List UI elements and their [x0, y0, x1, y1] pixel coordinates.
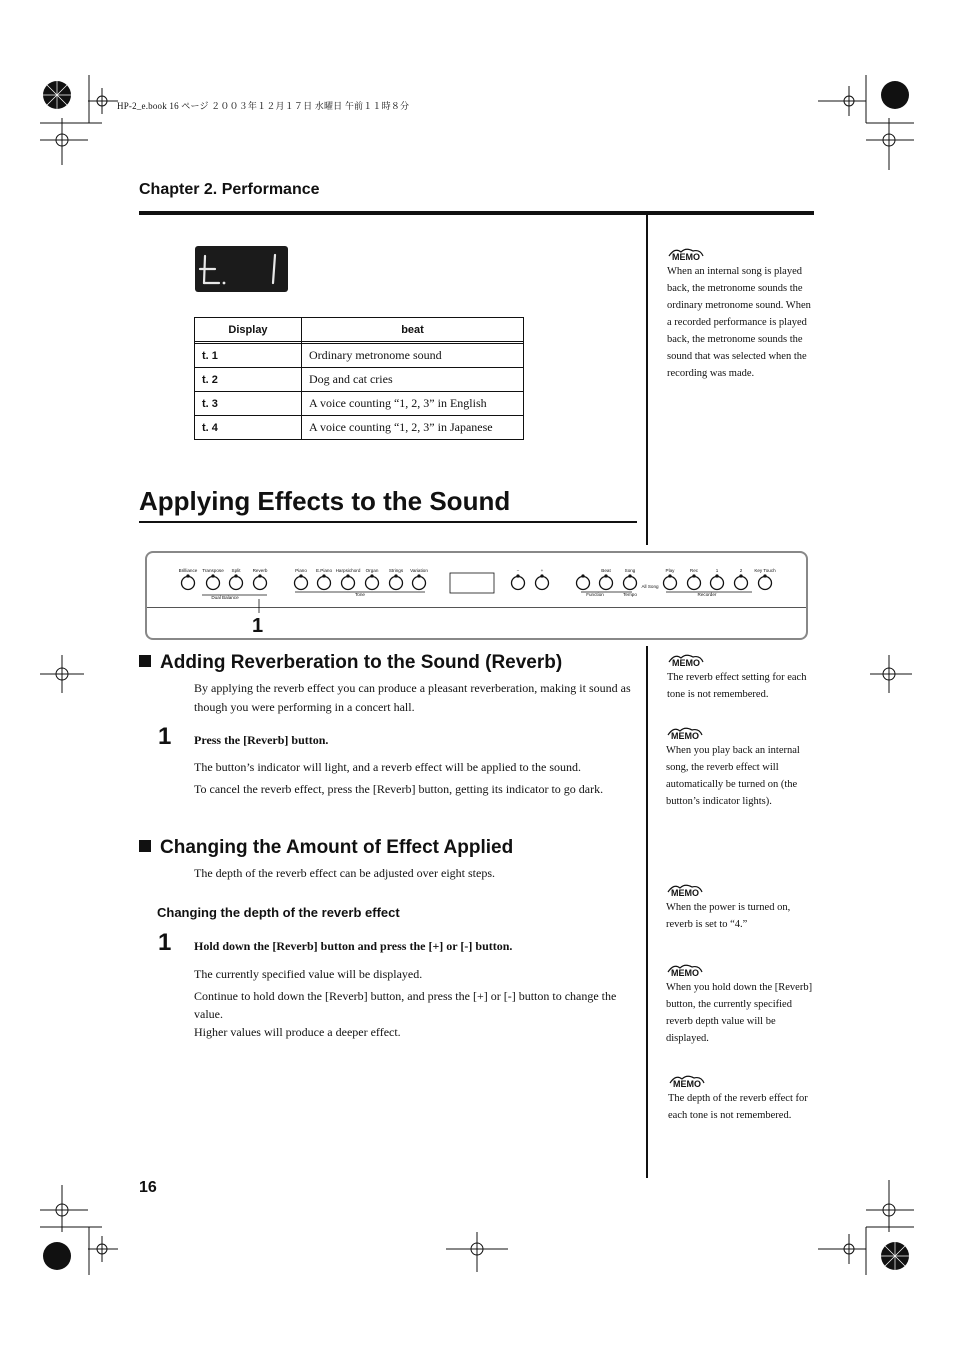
- memo-icon: [667, 247, 705, 263]
- table-row: [195, 416, 524, 440]
- memo-text: When you hold down the [Reverb] button, the currently specified reverb depth value will be displayed.: [666, 982, 813, 1044]
- table-cell-beat: Dog and cat cries: [302, 368, 524, 392]
- panel-button-label: Transpose: [202, 568, 224, 573]
- panel-button: [254, 577, 267, 590]
- amount-note: Higher values will produce a deeper effect.: [194, 1025, 401, 1039]
- memo-text: The depth of the reverb effect for each tone is not remembered.: [668, 1093, 808, 1121]
- table-header-beat: beat: [302, 318, 524, 342]
- amount-intro: The depth of the reverb effect can be adjusted over eight steps.: [194, 866, 495, 880]
- memo-icon: [668, 1074, 706, 1090]
- panel-button-label: 2: [739, 568, 743, 573]
- step-title: Hold down the [Reverb] button and press the [+] or [-] button.: [194, 939, 513, 953]
- indicator-dot: [395, 575, 397, 577]
- amount-result: The currently specified value will be displayed.: [194, 967, 423, 981]
- panel-button: [711, 577, 724, 590]
- memo-label: MEMO: [671, 968, 699, 978]
- indicator-dot: [371, 575, 373, 577]
- indicator-dot: [582, 575, 584, 577]
- memo-text: The reverb effect setting for each tone is not remembered.: [667, 672, 807, 700]
- panel-button-label: Song: [624, 568, 636, 573]
- panel-button-label: −: [516, 568, 520, 573]
- step-number: 1: [158, 723, 172, 750]
- panel-button: [413, 577, 426, 590]
- minus-button: [512, 577, 525, 590]
- panel-button: [390, 577, 403, 590]
- memo-label: MEMO: [672, 658, 700, 668]
- indicator-dot: [212, 575, 214, 577]
- amount-continue: Continue to hold down the [Reverb] button, and press the [+] or [-] button to change the value.: [194, 989, 617, 1021]
- indicator-dot: [740, 575, 742, 577]
- panel-button-label: Variation: [410, 568, 428, 573]
- panel-button: [759, 577, 772, 590]
- indicator-dot: [693, 575, 695, 577]
- memo-label: MEMO: [672, 252, 700, 262]
- indicator-dot: [323, 575, 325, 577]
- panel-button: [664, 577, 677, 590]
- table-row: [195, 368, 524, 392]
- table-header-display: Display: [195, 318, 302, 342]
- panel-callout-number: 1: [252, 615, 264, 637]
- beat-table: [194, 317, 524, 440]
- step-title: Press the [Reverb] button.: [194, 733, 329, 747]
- panel-group-label: Tone: [355, 592, 365, 597]
- panel-button: [366, 577, 379, 590]
- table-cell-beat: Ordinary metronome sound: [302, 344, 524, 368]
- memo-6: [668, 1074, 818, 1124]
- indicator-dot: [235, 575, 237, 577]
- panel-button-label: 1: [715, 568, 719, 573]
- panel-button-label: E.Piano: [315, 568, 333, 573]
- indicator-dot: [418, 575, 420, 577]
- panel-button-label: Beat: [601, 568, 611, 573]
- memo-text: When an internal song is played back, the metronome sounds the ordinary metronome sound. When a recorded performance is played back, the metronome sounds the sound that was selected when the recording was made.: [667, 266, 811, 379]
- sidebar-divider-lower: [646, 646, 648, 1178]
- top-rule: [139, 211, 814, 215]
- reverb-result: The button’s indicator will light, and a reverb effect will be applied to the sound.: [194, 760, 582, 774]
- panel-button: [688, 577, 701, 590]
- indicator-dot: [347, 575, 349, 577]
- control-panel-illustration: [145, 551, 808, 640]
- indicator-dot: [716, 575, 718, 577]
- table-cell-display: t. 1: [195, 344, 302, 368]
- memo-2: [667, 653, 817, 703]
- memo-icon: [666, 726, 704, 742]
- panel-button: [318, 577, 331, 590]
- panel-button-label: Split: [231, 568, 241, 573]
- indicator-dot: [669, 575, 671, 577]
- reverb-intro: By applying the reverb effect you can produce a pleasant reverberation, making it sound as though you were performing in a concert hall.: [194, 681, 631, 714]
- memo-icon: [666, 963, 704, 979]
- indicator-dot: [605, 575, 607, 577]
- lcd-display: [195, 246, 288, 292]
- panel-button-label: Reverb: [252, 568, 268, 573]
- heading-bullet: [139, 655, 151, 667]
- indicator-dot: [541, 575, 543, 577]
- memo-3: [666, 726, 816, 810]
- panel-button: [207, 577, 220, 590]
- indicator-dot: [517, 575, 519, 577]
- memo-label: MEMO: [671, 888, 699, 898]
- panel-group-label: Tempo: [623, 592, 637, 597]
- section-title-rule: [139, 521, 637, 523]
- panel-button-label: Organ: [365, 568, 379, 573]
- plus-button: [536, 577, 549, 590]
- chapter-title: Chapter 2. Performance: [139, 181, 320, 198]
- panel-button-label: Harpsichord: [335, 568, 361, 573]
- panel-button-label: +: [540, 568, 544, 573]
- memo-icon: [666, 883, 704, 899]
- memo-label: MEMO: [673, 1079, 701, 1089]
- panel-button: [577, 577, 590, 590]
- table-cell-beat: A voice counting “1, 2, 3” in English: [302, 392, 524, 416]
- sidebar-divider: [646, 215, 648, 545]
- memo-icon: [667, 653, 705, 669]
- panel-button-label: Play: [665, 568, 675, 573]
- panel-button-label: Piano: [295, 568, 307, 573]
- memo-4: [666, 883, 816, 933]
- panel-button-label: Key Touch: [754, 568, 776, 573]
- panel-button: [295, 577, 308, 590]
- indicator-dot: [187, 575, 189, 577]
- table-row: [195, 344, 524, 368]
- panel-button: [342, 577, 355, 590]
- reverb-heading-text: Adding Reverberation to the Sound (Reverb): [160, 652, 563, 673]
- panel-button: [230, 577, 243, 590]
- table-row: [195, 392, 524, 416]
- amount-subheading: Changing the depth of the reverb effect: [157, 905, 400, 920]
- panel-group-label: Function: [586, 592, 604, 597]
- panel-group-label: Dual Balance: [211, 595, 239, 600]
- panel-graphics: [147, 553, 806, 638]
- panel-button-label: Rec: [689, 568, 699, 573]
- indicator-dot: [300, 575, 302, 577]
- file-info-header: HP-2_e.book 16 ページ ２００３年１２月１７日 水曜日 午前１１時８分: [117, 101, 410, 111]
- memo-5: [666, 963, 816, 1047]
- panel-group-label: All Song: [641, 584, 659, 589]
- indicator-dot: [259, 575, 261, 577]
- memo-text: When you play back an internal song, the reverb effect will automatically be turned on (the button’s indicator lights).: [666, 745, 800, 807]
- panel-button-label: Brilliance: [178, 568, 198, 573]
- table-cell-display: t. 4: [195, 416, 302, 440]
- heading-bullet: [139, 840, 151, 852]
- panel-group-label: Recorder: [697, 592, 717, 597]
- amount-heading: [139, 837, 513, 859]
- reverb-cancel: To cancel the reverb effect, press the [Reverb] button, getting its indicator to go dark.: [194, 782, 604, 796]
- table-cell-display: t. 2: [195, 368, 302, 392]
- panel-button: [624, 577, 637, 590]
- indicator-dot: [764, 575, 766, 577]
- panel-button-label: Strings: [388, 568, 404, 573]
- section-title: Applying Effects to the Sound: [139, 486, 511, 516]
- panel-button: [735, 577, 748, 590]
- step-number: 1: [158, 929, 172, 956]
- memo-label: MEMO: [671, 731, 699, 741]
- amount-heading-text: Changing the Amount of Effect Applied: [160, 837, 514, 858]
- panel-button: [182, 577, 195, 590]
- memo-1: [667, 247, 817, 382]
- lcd-digits: [195, 246, 288, 292]
- memo-text: When the power is turned on, reverb is set to “4.”: [666, 902, 791, 930]
- indicator-dot: [629, 575, 631, 577]
- page-number: 16: [139, 1179, 157, 1196]
- reverb-heading: [139, 652, 562, 674]
- table-cell-beat: A voice counting “1, 2, 3” in Japanese: [302, 416, 524, 440]
- table-cell-display: t. 3: [195, 392, 302, 416]
- panel-button: [600, 577, 613, 590]
